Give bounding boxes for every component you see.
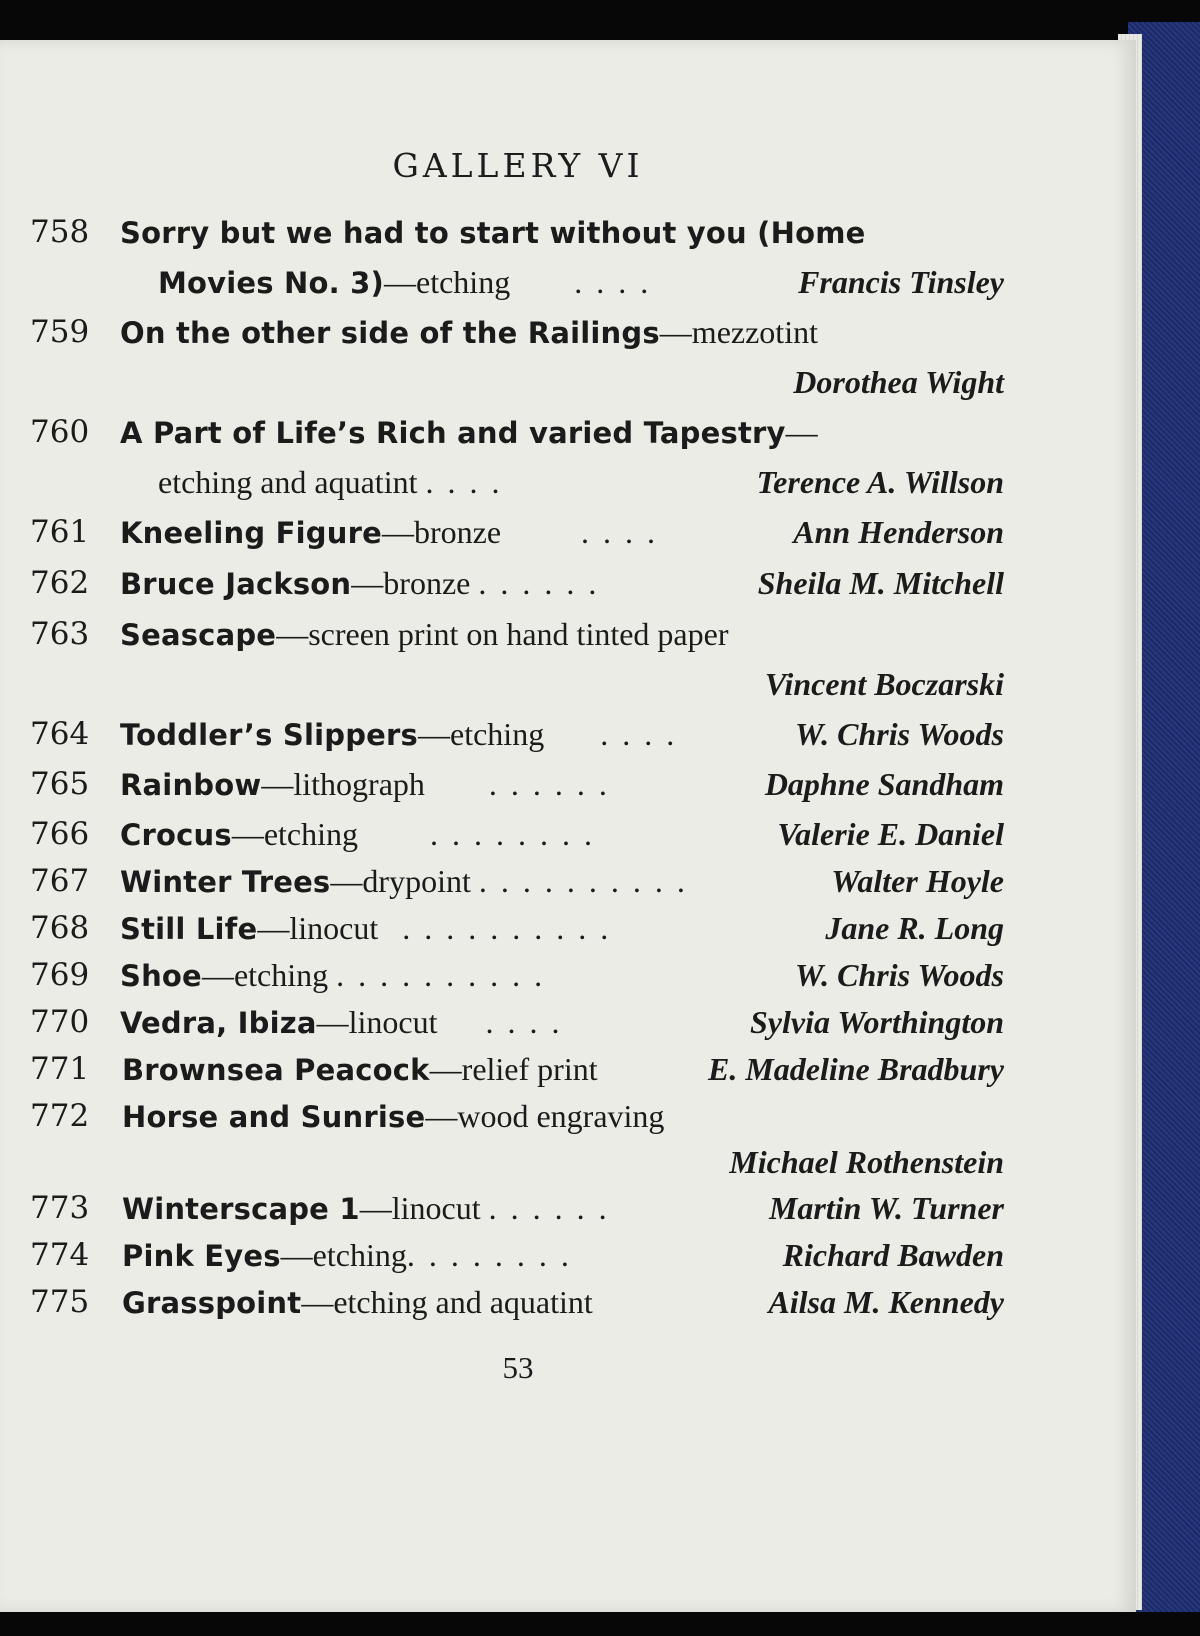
page-number: 53 — [502, 1350, 534, 1385]
leader-dots: . . . . . . — [478, 565, 600, 601]
entry-artist: Daphne Sandham — [764, 766, 1004, 802]
leader-dots: . . . . . . . . . . — [336, 957, 546, 993]
entry-medium: bronze — [383, 565, 471, 601]
catalogue-entry-continued — [0, 258, 1136, 310]
catalogue-entry — [0, 951, 1136, 1003]
entry-artist: Richard Bawden — [782, 1237, 1004, 1273]
catalogue-entry-artist-line — [0, 660, 1136, 712]
entry-number: 775 — [30, 1284, 90, 1320]
catalogue-entry — [0, 208, 1136, 260]
leader-dots: . . . . . . . . . . — [402, 910, 612, 946]
catalogue-entry — [0, 1278, 1136, 1330]
entry-title: Winterscape 1—linocut . . . . . . — [122, 1190, 610, 1226]
catalogue-entry — [0, 1184, 1136, 1236]
catalogue-entry — [0, 857, 1136, 909]
leader-dots: . . . . . . — [488, 766, 610, 802]
entry-number: 765 — [30, 766, 90, 802]
catalogue-entry-artist-line — [0, 1138, 1136, 1190]
entry-title: Grasspoint—etching and aquatint — [122, 1284, 593, 1320]
leader-dots: . . . . . . . . — [430, 816, 595, 852]
entry-medium: linocut — [289, 910, 379, 946]
leader-dots: . . . . . . . . — [406, 1237, 572, 1273]
catalogue-entry — [0, 559, 1136, 611]
catalogue-entry — [0, 1092, 1136, 1144]
entry-medium: wood engraving — [457, 1098, 665, 1134]
entry-title: Rainbow—lithograph . . . . . . — [120, 766, 610, 802]
entry-title: A Part of Life’s Rich and varied Tapestry— — [120, 414, 818, 450]
entry-title-continued: Movies No. 3)—etching . . . . — [158, 264, 652, 300]
entry-artist: Sylvia Worthington — [750, 1004, 1004, 1040]
entry-number: 768 — [30, 910, 90, 946]
entry-number: 758 — [30, 214, 90, 250]
entry-title: Vedra, Ibiza—linocut . . . . — [120, 1004, 563, 1040]
entry-number: 767 — [30, 863, 90, 899]
catalogue-entry-continued — [0, 458, 1136, 510]
entry-artist: Martin W. Turner — [768, 1190, 1004, 1226]
catalogue-entry — [0, 308, 1136, 360]
entry-title: Horse and Sunrise—wood engraving — [122, 1098, 665, 1134]
entry-title: Toddler’s Slippers—etching . . . . — [120, 716, 678, 752]
entry-medium: etching — [263, 816, 358, 852]
entry-medium: drypoint — [362, 863, 471, 899]
entry-artist: Michael Rothenstein — [729, 1144, 1004, 1180]
entry-number: 771 — [30, 1051, 90, 1087]
leader-dots: . . . . — [485, 1004, 563, 1040]
entry-medium: etching — [450, 716, 545, 752]
catalogue-entry — [0, 710, 1136, 762]
leader-dots: . . . . . . — [488, 1190, 610, 1226]
entry-title: Sorry but we had to start without you (Home — [120, 216, 866, 250]
entry-medium: relief print — [461, 1051, 598, 1087]
entry-artist: Jane R. Long — [825, 910, 1004, 946]
entry-title: Seascape—screen print on hand tinted paper — [120, 616, 729, 652]
entry-title: Kneeling Figure—bronze . . . . — [120, 514, 659, 550]
entry-title: Crocus—etching . . . . . . . . — [120, 816, 595, 852]
entry-artist: Ann Henderson — [793, 514, 1004, 550]
entry-artist: Valerie E. Daniel — [777, 816, 1004, 852]
catalogue-entry — [0, 760, 1136, 812]
entry-artist: Vincent Boczarski — [764, 666, 1004, 702]
entry-number: 762 — [30, 565, 90, 601]
entry-number: 774 — [30, 1237, 90, 1273]
entry-title: Brownsea Peacock—relief print — [122, 1051, 598, 1087]
entry-medium: etching and aquatint — [158, 464, 418, 500]
entry-number: 773 — [30, 1190, 90, 1226]
catalogue-entry-artist-line — [0, 358, 1136, 410]
gallery-title: GALLERY VI — [392, 146, 644, 185]
leader-dots: . . . . — [581, 514, 659, 550]
entry-medium: etching — [233, 957, 329, 993]
entry-artist: Sheila M. Mitchell — [757, 565, 1004, 601]
leader-dots: . . . . — [425, 464, 503, 500]
entry-number: 759 — [30, 314, 90, 350]
entry-medium: linocut — [391, 1190, 481, 1226]
catalogue-entry — [0, 610, 1136, 662]
catalogue-entry — [0, 1045, 1136, 1097]
entry-medium: bronze — [413, 514, 502, 550]
entry-medium: linocut — [348, 1004, 438, 1040]
catalogue-entry — [0, 810, 1136, 862]
entry-medium: etching and aquatint — [333, 1284, 593, 1320]
leader-dots: . . . . — [574, 264, 652, 300]
entry-artist: W. Chris Woods — [795, 716, 1004, 752]
entry-title: Bruce Jackson—bronze . . . . . . — [120, 565, 600, 601]
catalogue-entry — [0, 998, 1136, 1050]
entry-medium: lithograph — [293, 766, 425, 802]
entry-medium: mezzotint — [691, 314, 818, 350]
entry-artist: Terence A. Willson — [756, 464, 1004, 500]
entry-title: On the other side of the Railings—mezzotint — [120, 314, 818, 350]
entry-artist: Francis Tinsley — [798, 264, 1004, 300]
entry-number: 769 — [30, 957, 90, 993]
catalogue-page — [0, 40, 1136, 1612]
catalogue-entry — [0, 408, 1136, 460]
entry-artist: E. Madeline Bradbury — [707, 1051, 1004, 1087]
entry-number: 760 — [30, 414, 90, 450]
entry-number: 766 — [30, 816, 90, 852]
entry-number: 763 — [30, 616, 90, 652]
catalogue-entry — [0, 508, 1136, 560]
leader-dots: . . . . . . . . . . — [478, 863, 688, 899]
entry-title: Still Life—linocut . . . . . . . . . . — [120, 910, 612, 946]
entry-number: 770 — [30, 1004, 90, 1040]
leader-dots: . . . . — [600, 716, 678, 752]
entry-artist: W. Chris Woods — [795, 957, 1004, 993]
entry-medium: etching — [312, 1237, 407, 1273]
entry-number: 761 — [30, 514, 90, 550]
entry-title: Pink Eyes—etching. . . . . . . . — [122, 1237, 572, 1273]
catalogue-entry — [0, 904, 1136, 956]
entry-artist: Ailsa M. Kennedy — [768, 1284, 1004, 1320]
entry-title: Shoe—etching . . . . . . . . . . — [120, 957, 546, 993]
entry-artist: Walter Hoyle — [831, 863, 1004, 899]
entry-number: 764 — [30, 716, 90, 752]
entry-title: Winter Trees—drypoint . . . . . . . . . . — [120, 863, 688, 899]
entry-medium: etching — [416, 264, 511, 300]
entry-number: 772 — [30, 1098, 90, 1134]
entry-artist: Dorothea Wight — [793, 364, 1004, 400]
catalogue-entry — [0, 1231, 1136, 1283]
entry-medium: screen print on hand tinted paper — [308, 616, 729, 652]
entry-medium-line — [158, 464, 502, 501]
